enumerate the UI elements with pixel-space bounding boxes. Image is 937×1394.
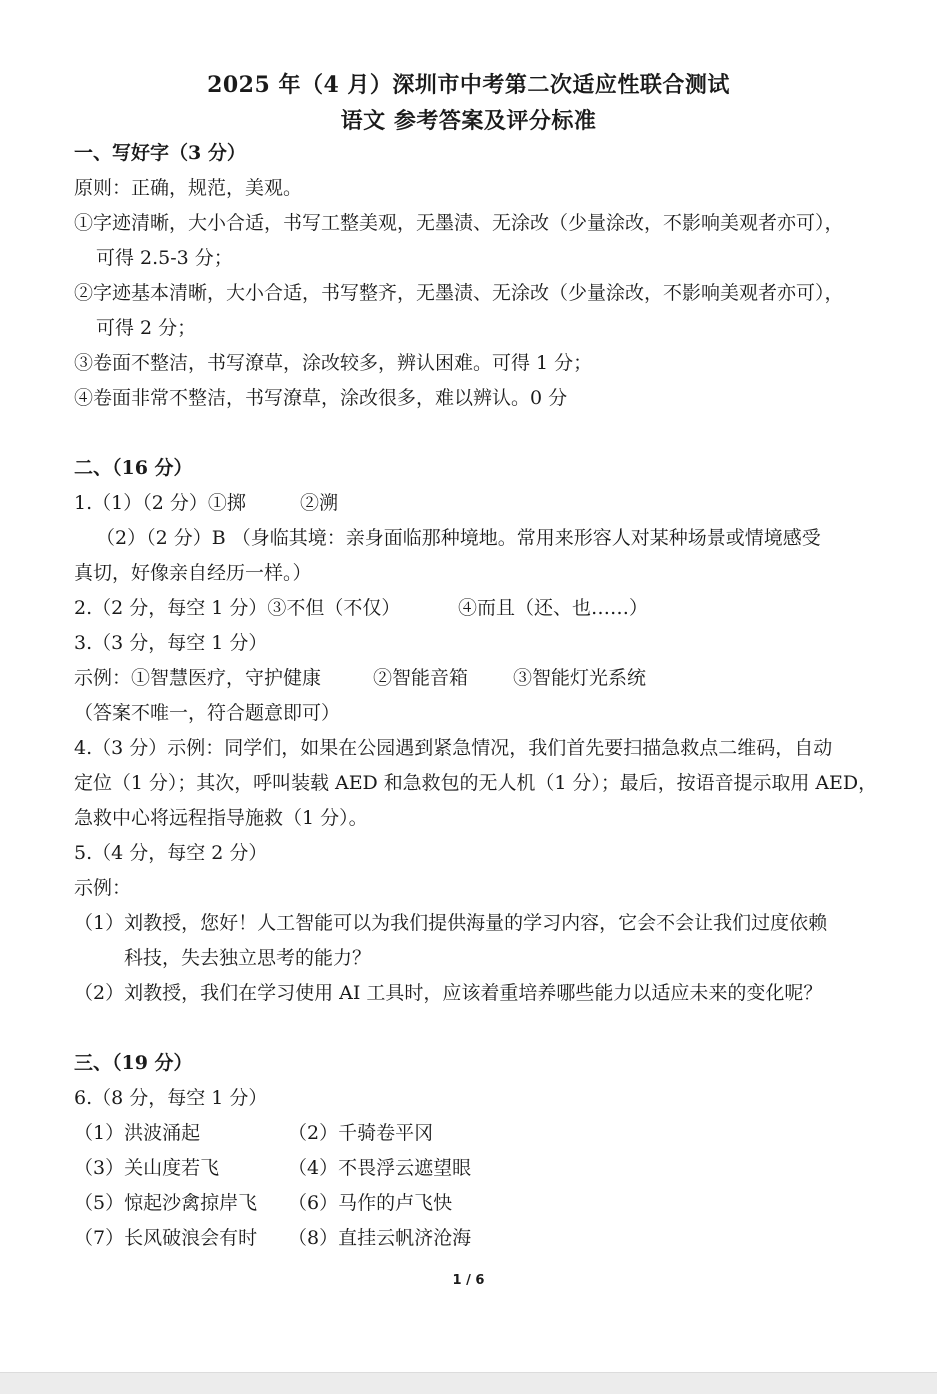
answer-text: 真切，好像亲自经历一样。） [74,562,312,584]
poem-answer: （8）直挂云帆济沧海 [288,1227,472,1249]
document-subtitle: 语文 参考答案及评分标准 [340,108,597,134]
answer-text: 1.（1）（2 分）①掷 [74,492,246,514]
poem-answer: （5）惊起沙禽掠岸飞 [74,1192,258,1214]
criterion-text: 可得 2 分； [96,317,197,339]
answer-text: （2）刘教授，我们在学习使用 AI 工具时，应该着重培养哪些能力以适应未来的变化呢？ [74,982,823,1004]
section-heading: 二、（16 分） [74,457,193,479]
section-heading: 一、写好字（3 分） [74,142,246,164]
criterion-text: ③卷面不整洁，书写潦草，涂改较多，辨认困难。可得 1 分； [74,352,593,374]
note-text: （答案不唯一，符合题意即可） [74,702,341,724]
example-text: 示例： [74,877,132,899]
answer-text: 急救中心将远程指导施救（1 分）。 [74,807,368,829]
answer-text: 科技，失去独立思考的能力？ [124,947,372,969]
criterion-text: 可得 2.5-3 分； [96,247,233,269]
viewer-bottom-strip [0,1372,937,1394]
example-text: ②智能音箱 [373,667,469,689]
criterion-text: ②字迹基本清晰，大小合适，书写整齐，无墨渍、无涂改（少量涂改，不影响美观者亦可）， [74,282,844,304]
example-text: ③智能灯光系统 [513,667,647,689]
answer-text: （2）（2 分）B （身临其境：亲身面临那种境地。常用来形容人对某种场景或情境感受 [96,527,821,549]
poem-answer: （1）洪波涌起 [74,1122,201,1144]
poem-answer: （4）不畏浮云遮望眼 [288,1157,472,1179]
criterion-text: ④卷面非常不整洁，书写潦草，涂改很多，难以辨认。0 分 [74,387,568,409]
answer-text: ②溯 [300,492,339,514]
answer-text: 2.（2 分，每空 1 分）③不但（不仅） [74,597,401,619]
principle-text: 原则：正确，规范，美观。 [74,177,303,199]
answer-text: 4.（3 分）示例：同学们，如果在公园遇到紧急情况，我们首先要扫描急救点二维码，自动 [74,737,833,759]
answer-text: 3.（3 分，每空 1 分） [74,632,268,654]
poem-answer: （2）千骑卷平冈 [288,1122,434,1144]
answer-text: 定位（1 分）；其次，呼叫装载 AED 和急救包的无人机（1 分）；最后，按语音提示取用 AED， [74,772,878,794]
answer-text: 6.（8 分，每空 1 分） [74,1087,268,1109]
section-heading: 三、（19 分） [74,1052,193,1074]
answer-text: （1）刘教授，您好！人工智能可以为我们提供海量的学习内容，它会不会让我们过度依赖 [74,912,828,934]
criterion-text: ①字迹清晰，大小合适，书写工整美观，无墨渍、无涂改（少量涂改，不影响美观者亦可）， [74,212,844,234]
poem-answer: （6）马作的卢飞快 [288,1192,453,1214]
answer-text: ④而且（还、也……） [458,597,649,619]
page-number: 1 / 6 [452,1273,485,1288]
answer-text: 5.（4 分，每空 2 分） [74,842,268,864]
example-text: 示例：①智慧医疗，守护健康 [74,667,322,689]
document-title: 2025 年（4 月）深圳市中考第二次适应性联合测试 [207,72,730,98]
poem-answer: （7）长风破浪会有时 [74,1227,258,1249]
poem-answer: （3）关山度若飞 [74,1157,220,1179]
